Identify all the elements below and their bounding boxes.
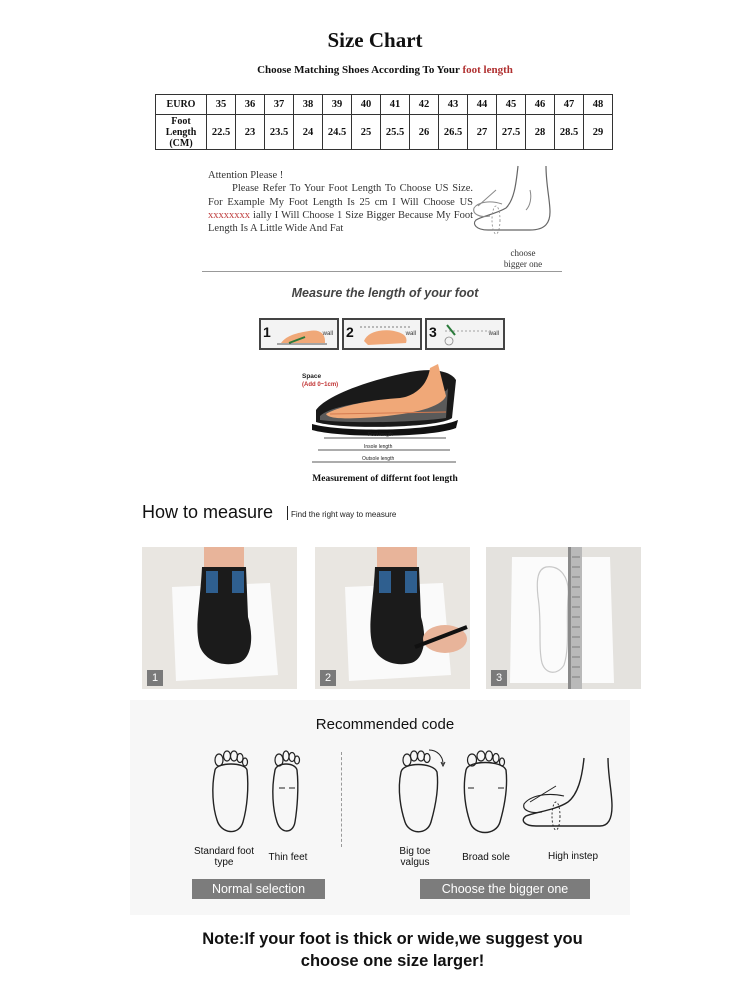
diagram-caption: Measurement of differnt foot length bbox=[312, 474, 458, 484]
standard-foot-icon bbox=[205, 748, 255, 838]
attention-heading: Attention Please ! bbox=[208, 170, 284, 181]
space-add-label: (Add 0~1cm) bbox=[302, 382, 339, 388]
ruler-outline-image bbox=[486, 547, 641, 689]
size-table bbox=[155, 94, 613, 150]
attention-redacted: xxxxxxxx bbox=[208, 209, 250, 221]
foot-wall-icon bbox=[275, 323, 327, 347]
attention-text: Please Refer To Your Foot Length To Choose US Size. For Example My Foot Length Is 25 cm I Will Choose US bbox=[208, 183, 473, 208]
euro-cell: 44 bbox=[468, 95, 497, 115]
tracing-foot-image bbox=[315, 547, 470, 689]
length-cell: 24 bbox=[294, 115, 323, 150]
standard-foot-label: Standard foot type bbox=[193, 846, 255, 868]
photo-number: 1 bbox=[147, 670, 163, 686]
big-toe-valgus-icon bbox=[393, 746, 447, 838]
page-subtitle bbox=[0, 64, 750, 76]
note-line-1: Note:If your foot is thick or wide,we suggest you bbox=[202, 930, 583, 948]
attention-note bbox=[208, 169, 473, 235]
recommended-title: Recommended code bbox=[315, 716, 455, 733]
length-cell: 24.5 bbox=[323, 115, 352, 150]
thin-feet-label: Thin feet bbox=[268, 852, 308, 863]
length-cell: 26.5 bbox=[439, 115, 468, 150]
outsole-length-label: Outsole length bbox=[362, 456, 395, 462]
euro-cell: 39 bbox=[323, 95, 352, 115]
broad-sole-label: Broad sole bbox=[462, 852, 510, 863]
subtitle-text: Choose Matching Shoes According To Your bbox=[257, 64, 463, 76]
photo-number: 3 bbox=[491, 670, 507, 686]
length-row bbox=[156, 115, 613, 150]
thin-foot-icon bbox=[263, 748, 307, 838]
wall-label: wall bbox=[488, 331, 499, 337]
measure-title: Measure the length of your foot bbox=[291, 286, 479, 300]
panel-divider bbox=[341, 752, 342, 847]
step-number: 2 bbox=[346, 324, 354, 340]
insole-length-label: Insole length bbox=[364, 444, 393, 450]
measure-step-2 bbox=[342, 318, 422, 350]
high-instep-label: High instep bbox=[547, 851, 599, 862]
euro-cell: 37 bbox=[265, 95, 294, 115]
broad-sole-icon bbox=[460, 748, 510, 838]
side-foot-illustration bbox=[466, 160, 566, 250]
euro-row bbox=[156, 95, 613, 115]
step-number: 3 bbox=[429, 324, 437, 340]
measure-photo-3 bbox=[486, 547, 641, 689]
euro-cell: 41 bbox=[381, 95, 410, 115]
photo-number: 2 bbox=[320, 670, 336, 686]
euro-cell: 42 bbox=[410, 95, 439, 115]
measure-photo-2 bbox=[315, 547, 470, 689]
euro-cell: 48 bbox=[584, 95, 613, 115]
length-cell: 25 bbox=[352, 115, 381, 150]
euro-header: EURO bbox=[156, 95, 207, 115]
how-to-measure-subtitle: Find the right way to measure bbox=[291, 510, 397, 519]
length-cell: 23 bbox=[236, 115, 265, 150]
attention-body bbox=[208, 182, 473, 235]
measure-step-3 bbox=[425, 318, 505, 350]
length-cell: 22.5 bbox=[207, 115, 236, 150]
divider-line bbox=[202, 271, 562, 272]
wall-label: wall bbox=[322, 331, 333, 337]
euro-cell: 45 bbox=[497, 95, 526, 115]
euro-cell: 36 bbox=[236, 95, 265, 115]
length-cell: 26 bbox=[410, 115, 439, 150]
euro-cell: 38 bbox=[294, 95, 323, 115]
high-instep-icon bbox=[516, 756, 616, 836]
attention-text-end: ially I Will Choose 1 Size Bigger Because My Foot Length Is A Little Wide And Fat bbox=[208, 209, 473, 235]
choose-note-line: choose bbox=[510, 248, 536, 258]
euro-cell: 40 bbox=[352, 95, 381, 115]
size-note bbox=[0, 928, 750, 972]
shoe-measurement-diagram bbox=[300, 358, 460, 468]
page-title: Size Chart bbox=[327, 28, 423, 52]
ruler-icon bbox=[441, 323, 493, 347]
foot-wall-icon bbox=[358, 323, 410, 347]
length-cell: 28.5 bbox=[555, 115, 584, 150]
length-cell: 27 bbox=[468, 115, 497, 150]
foot-on-paper-image bbox=[142, 547, 297, 689]
length-cell: 27.5 bbox=[497, 115, 526, 150]
how-to-measure-title: How to measure bbox=[142, 502, 274, 522]
euro-cell: 46 bbox=[526, 95, 555, 115]
length-cell: 29 bbox=[584, 115, 613, 150]
euro-cell: 35 bbox=[207, 95, 236, 115]
choose-bigger-label: Choose the bigger one bbox=[420, 879, 590, 899]
foot-length-label: Foot length bbox=[368, 432, 394, 438]
note-line-2: choose one size larger! bbox=[300, 952, 485, 970]
measure-photo-1 bbox=[142, 547, 297, 689]
measure-step-1 bbox=[259, 318, 339, 350]
euro-cell: 43 bbox=[439, 95, 468, 115]
length-header-line: Length bbox=[165, 126, 197, 138]
normal-selection-label: Normal selection bbox=[192, 879, 325, 899]
length-cell: 25.5 bbox=[381, 115, 410, 150]
euro-cell: 47 bbox=[555, 95, 584, 115]
length-cell: 23.5 bbox=[265, 115, 294, 150]
title-separator bbox=[287, 506, 288, 520]
length-header bbox=[156, 115, 207, 150]
length-header-line: Foot bbox=[171, 115, 191, 127]
length-header-line: (CM) bbox=[169, 137, 193, 149]
wall-label: wall bbox=[405, 331, 416, 337]
subtitle-highlight: foot length bbox=[462, 64, 513, 76]
big-toe-valgus-label: Big toe valgus bbox=[399, 846, 431, 868]
space-label: Space bbox=[302, 373, 322, 380]
choose-note-line: bigger one bbox=[503, 259, 543, 269]
choose-bigger-note bbox=[494, 248, 552, 270]
length-cell: 28 bbox=[526, 115, 555, 150]
step-number: 1 bbox=[263, 324, 271, 340]
